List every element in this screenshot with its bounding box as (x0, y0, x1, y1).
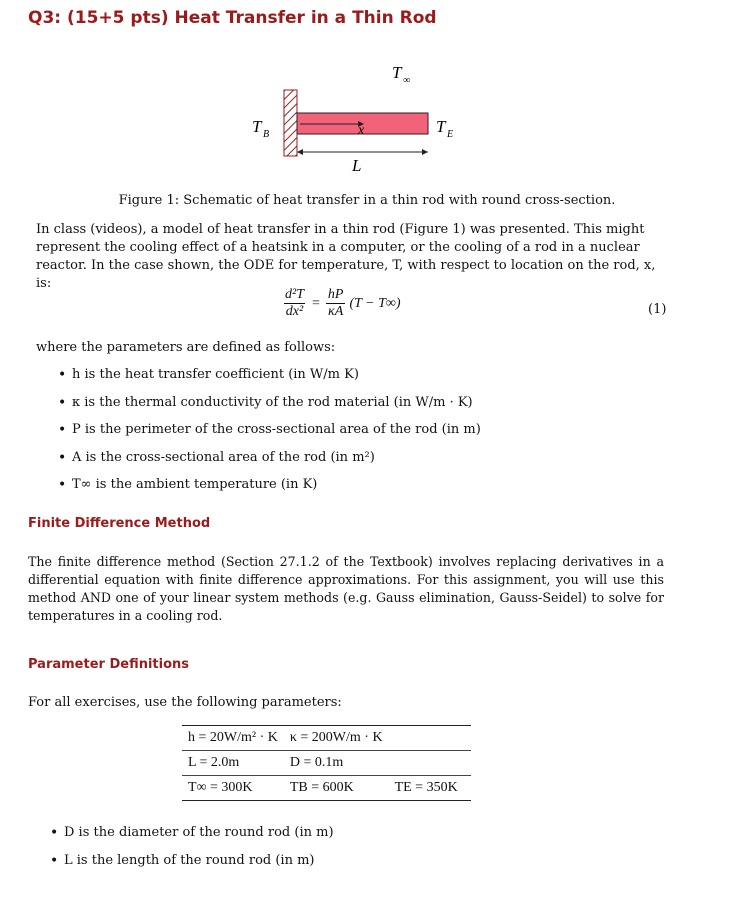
tb-label: T (252, 117, 262, 136)
te-label: T (436, 117, 446, 136)
svg-text:E: E (447, 129, 454, 140)
fd-paragraph: The finite difference method (Section 27.1.2 of the Textbook) involves replacing derivatives in a differential equation with finite difference approximations. For this assignment, you will use this method AND one of your linear system methods (e.g. Gauss elimination, Gauss-Seidel) to solve for temperatures in a cooling rod. (28, 554, 664, 623)
intro-paragraph: In class (videos), a model of heat transfer in a thin rod (Figure 1) was presented. This might represent the cooling effect of a heatsink in a computer, or the cooling of a rod in a nuclear reactor. In the case shown, the ODE for temperature, T, with respect to location on the rod, x, is: (36, 222, 656, 291)
list-item: • h is the heat transfer coefficient (in W/m K) (56, 366, 656, 394)
svg-text:B: B (263, 129, 270, 140)
params-intro: where the parameters are defined as follows: (36, 340, 336, 355)
list-item: • L is the length of the round rod (in m) (48, 852, 648, 880)
list-item: • D is the diameter of the round rod (in m) (48, 824, 648, 852)
equation-number: (1) (648, 302, 667, 317)
ode-equation: $\frac{\text{d²T}}{\text{dx²}}$ = $\frac{hP}{\kappa A}$ (T − T∞) (285, 287, 401, 319)
eq-rhs-tail: (T − T∞) (349, 295, 401, 311)
list-item: • A is the cross-sectional area of the rod (in m²) (56, 449, 656, 477)
rod-schematic-figure (240, 58, 470, 178)
table-cell: h = 20W/m² · K (182, 726, 284, 751)
eq-lhs-denominator: dx² (285, 304, 304, 319)
length-label: L (352, 156, 362, 175)
table-cell (389, 751, 471, 776)
table-cell: TB = 600K (284, 776, 389, 801)
geometry-list (48, 824, 648, 879)
fd-section-heading: Finite Difference Method (28, 516, 211, 531)
list-item: • T∞ is the ambient temperature (in K) (56, 476, 656, 504)
x-label: x (358, 123, 365, 138)
list-item: • P is the perimeter of the cross-sectional area of the rod (in m) (56, 421, 656, 449)
table-cell: κ = 200W/m · K (284, 726, 389, 751)
table-cell: T∞ = 300K (182, 776, 284, 801)
table-row (182, 751, 471, 776)
table-cell: D = 0.1m (284, 751, 389, 776)
eq-lhs-numerator: d²T (285, 287, 304, 302)
figure-caption: Figure 1: Schematic of heat transfer in a thin rod with round cross-section. (118, 193, 616, 208)
wall-hatch (284, 90, 297, 156)
table-row (182, 776, 471, 801)
table-cell: L = 2.0m (182, 751, 284, 776)
param-section-intro: For all exercises, use the following parameters: (28, 695, 342, 710)
parameter-table (182, 725, 471, 801)
param-section-heading: Parameter Definitions (28, 657, 190, 672)
table-cell: TE = 350K (389, 776, 471, 801)
t-inf-label: T (392, 63, 402, 82)
eq-rhs-denominator: κA (328, 304, 344, 319)
question-title: Q3: (15+5 pts) Heat Transfer in a Thin Rod (28, 8, 437, 28)
table-row (182, 726, 471, 751)
svg-text:∞: ∞ (403, 75, 411, 86)
eq-rhs-numerator: hP (327, 287, 344, 302)
table-cell (389, 726, 471, 751)
parameter-list (56, 366, 656, 504)
list-item: • κ is the thermal conductivity of the rod material (in W/m · K) (56, 394, 656, 422)
